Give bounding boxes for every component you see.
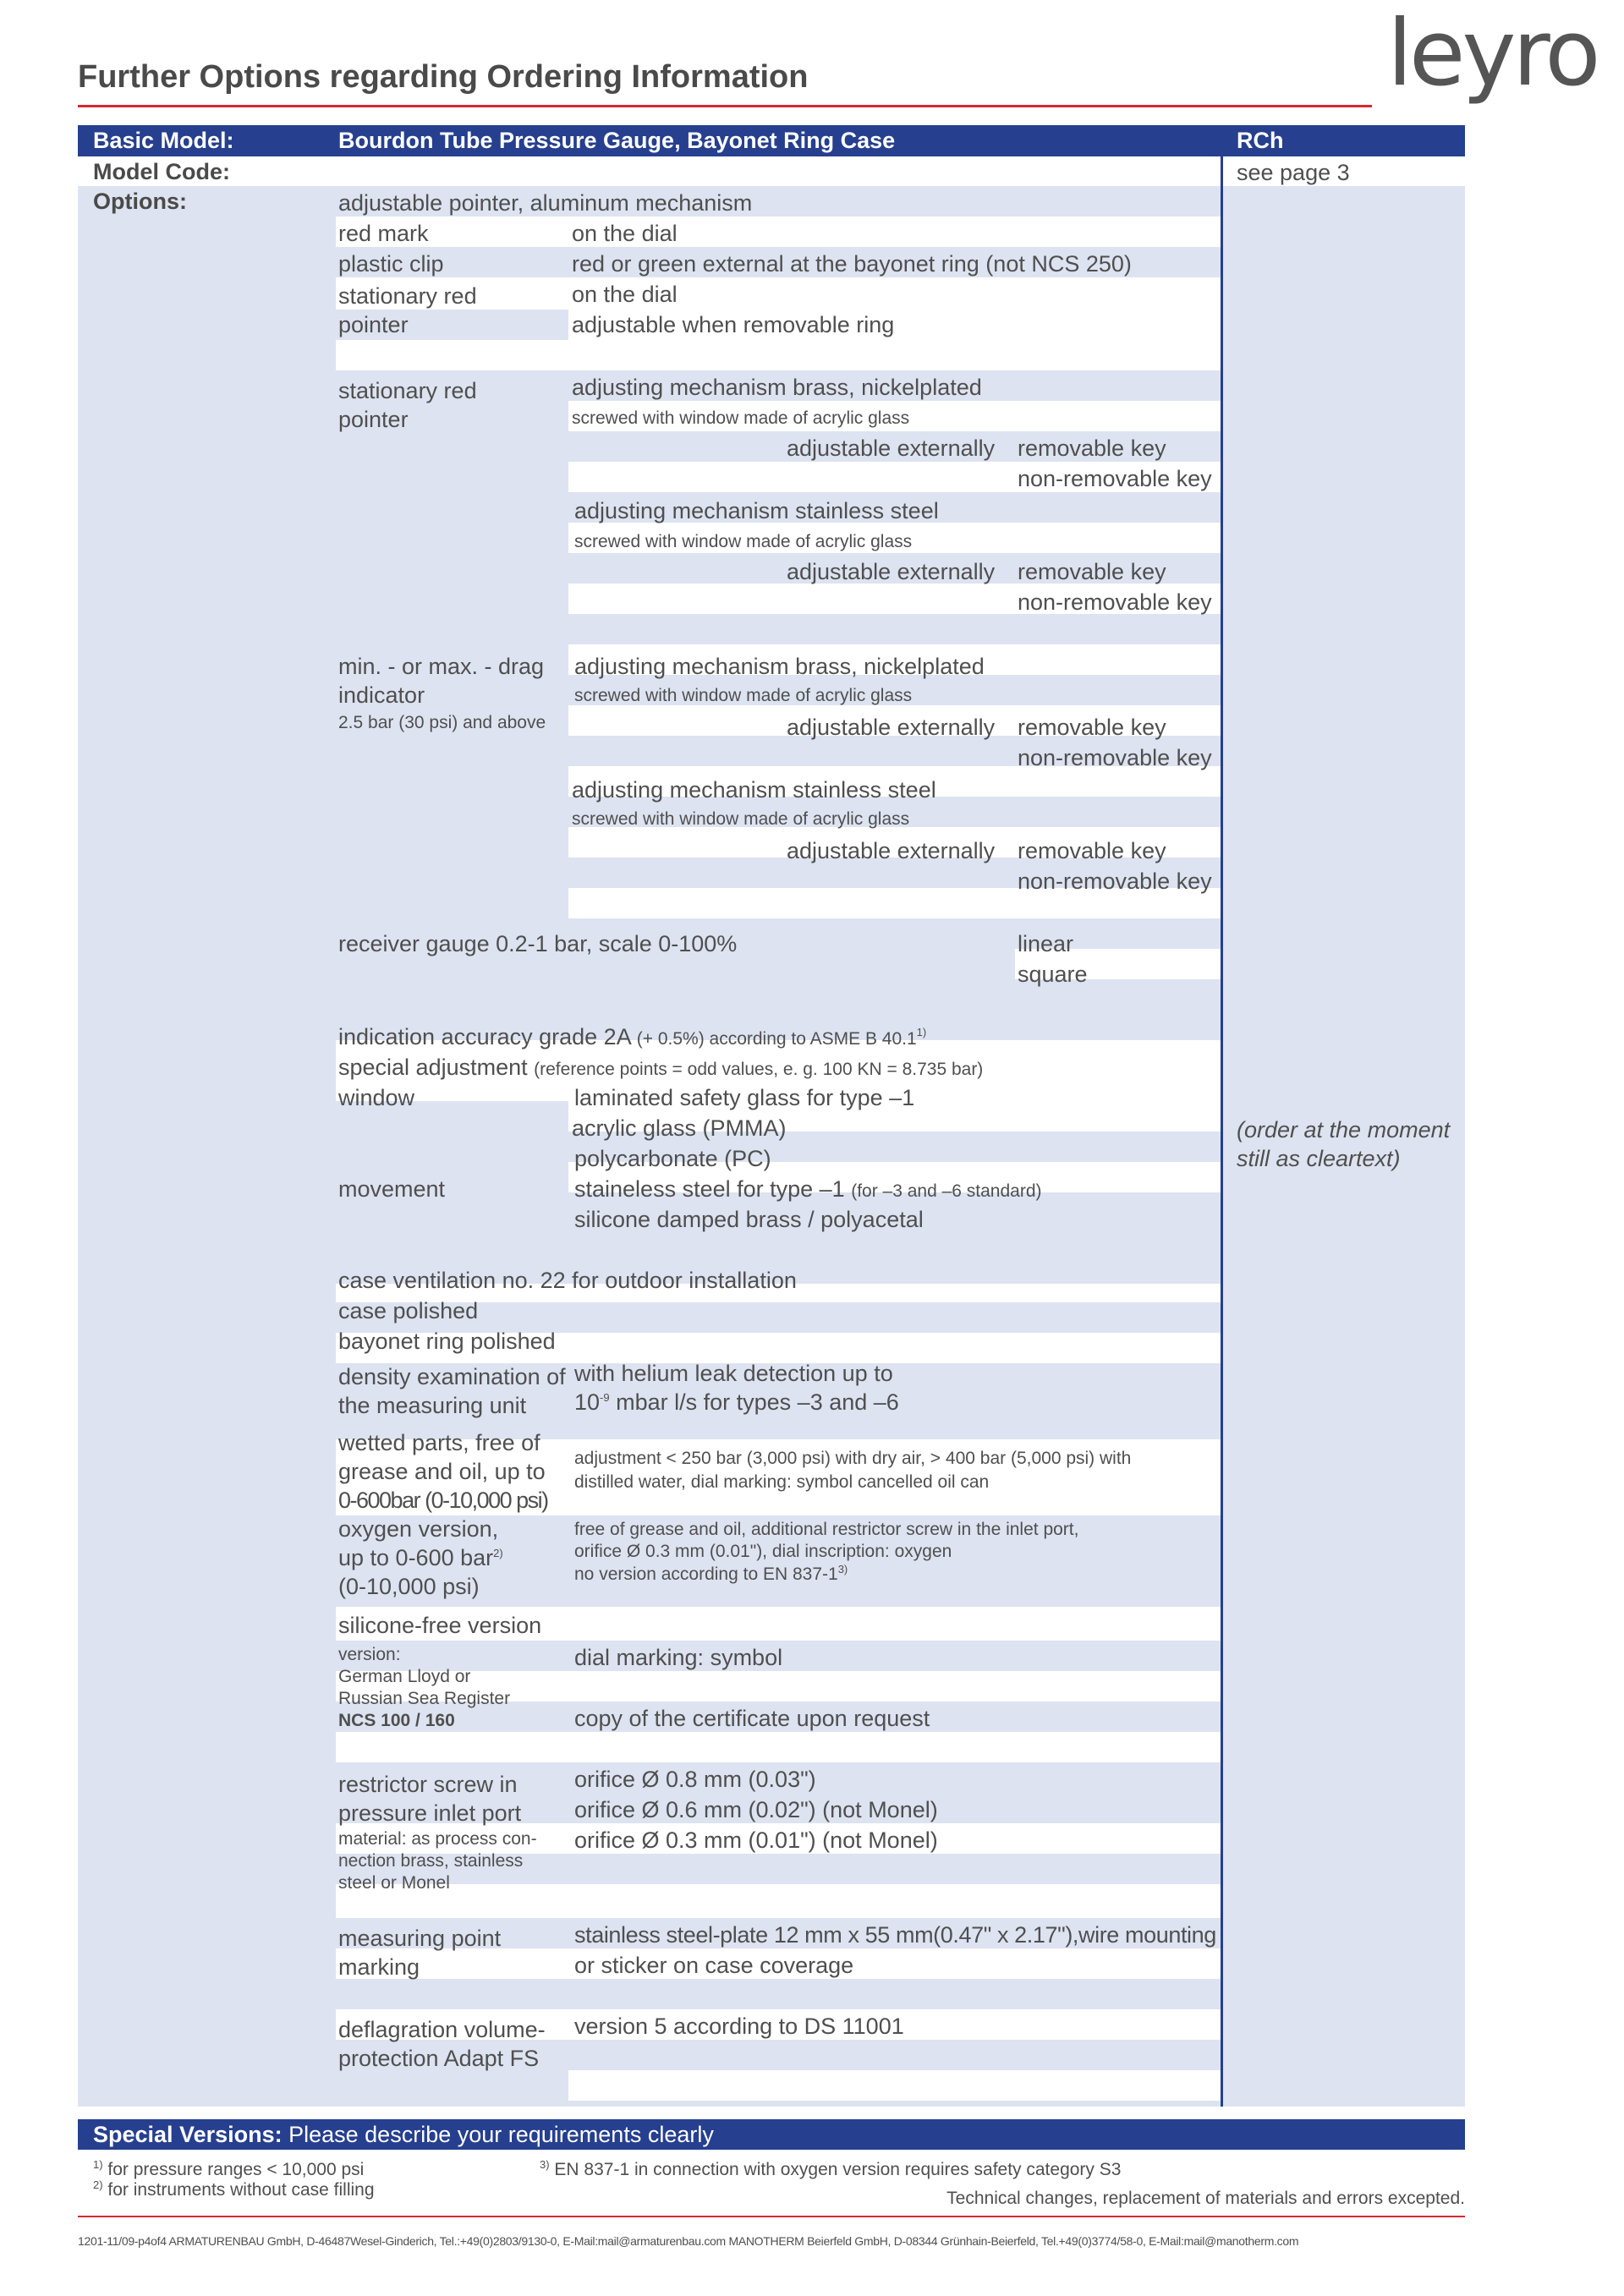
option-text: screwed with window made of acrylic glass: [574, 532, 913, 551]
option-text: adjustable when removable ring: [572, 312, 895, 337]
footnote-ref: 1): [916, 1026, 927, 1038]
row-bg: [568, 1732, 1221, 1762]
option-text: stationary red: [338, 283, 477, 309]
footnote-1: [93, 2158, 364, 2180]
option-text: version:: [338, 1645, 401, 1664]
option-text: steel or Monel: [338, 1873, 450, 1893]
option-text: restrictor screw in: [338, 1772, 518, 1797]
option-text: wetted parts, free of: [338, 1430, 540, 1455]
footnote-ref: 2): [493, 1547, 503, 1559]
note-line-1: (order at the moment: [1237, 1117, 1451, 1143]
option-text: [338, 1054, 983, 1081]
footer-address: 1201-11/09-p4of4 ARMATURENBAU GmbH, D-46487Wesel-Ginderich, Tel.:+49(0)2803/9130-0, E-Mail:mail@armaturenbau.com MANOTHERM Beierfeld GmbH, D-08344 Grünhain-Beierfeld, Tel.+49(0)3774/58-0, E-Mail:mail@manotherm.com: [78, 2234, 1299, 2248]
footnote-ref: 3): [837, 1563, 848, 1575]
option-text: receiver gauge 0.2-1 bar, scale 0-100%: [338, 931, 738, 956]
option-text: adjusting mechanism stainless steel: [574, 498, 939, 523]
option-text: laminated safety glass for type –1: [574, 1085, 915, 1110]
option-text: orifice Ø 0.8 mm (0.03"): [574, 1767, 816, 1792]
option-text: removable key: [1018, 559, 1166, 584]
option-text: removable key: [1018, 838, 1166, 863]
footnote-text: EN 837-1 in connection with oxygen version requires safety category S3: [554, 2160, 1122, 2179]
basic-model-bar: [78, 125, 1465, 156]
note-line-2: still as cleartext): [1237, 1146, 1401, 1171]
option-text: deflagration volume-: [338, 2017, 546, 2042]
footnote-marker: 1): [93, 2158, 103, 2171]
special-adj-main: special adjustment: [338, 1055, 528, 1080]
option-text: adjustment < 250 bar (3,000 psi) with dry air, > 400 bar (5,000 psi) with: [574, 1449, 1132, 1468]
model-code-rch: RCh: [1237, 128, 1284, 153]
page-title: Further Options regarding Ordering Information: [78, 59, 809, 95]
option-text: stationary red: [338, 378, 477, 403]
option-text: [574, 1389, 899, 1416]
stripe: [336, 1223, 573, 1253]
stripe: [336, 614, 1221, 644]
special-versions-desc: Please describe your requirements clearly: [282, 2122, 714, 2147]
option-text: square: [1018, 962, 1088, 987]
basic-model-label: Basic Model:: [93, 128, 234, 153]
row-bg: [568, 1671, 1221, 1701]
option-text: adjusting mechanism brass, nickelplated: [574, 654, 985, 679]
option-text: material: as process con-: [338, 1829, 537, 1849]
option-text: linear: [1018, 931, 1074, 956]
stripe: [336, 1132, 573, 1162]
helium-rest: mbar l/s for types –3 and –6: [609, 1389, 899, 1415]
option-text: non-removable key: [1018, 869, 1212, 894]
option-text: Russian Sea Register: [338, 1689, 511, 1708]
footnote-marker: 2): [93, 2178, 103, 2191]
option-text: with helium leak detection up to: [574, 1361, 893, 1386]
option-text: silicone-free version: [338, 1613, 542, 1638]
leyro-logo: leyro: [1387, 1, 1598, 107]
option-text: pointer: [338, 407, 409, 432]
option-text: (0-10,000 psi): [338, 1574, 480, 1599]
option-text: oxygen version,: [338, 1516, 499, 1542]
option-text: version 5 according to DS 11001: [574, 2014, 904, 2039]
option-text: non-removable key: [1018, 745, 1212, 770]
option-text: red or green external at the bayonet ring (not NCS 250): [572, 251, 1132, 277]
title-underline: [78, 105, 1372, 107]
option-text: pointer: [338, 312, 409, 337]
footnote-2: [93, 2178, 375, 2200]
special-adj-small: (reference points = odd values, e. g. 100 KN = 8.735 bar): [534, 1060, 984, 1079]
option-text: [574, 1175, 1042, 1203]
option-text: plastic clip: [338, 251, 444, 277]
option-text: free of grease and oil, additional restrictor screw in the inlet port,: [574, 1520, 1079, 1539]
option-text: 2.5 bar (30 psi) and above: [338, 713, 546, 732]
ss-type1-small: (for –3 and –6 standard): [851, 1181, 1042, 1201]
option-text: dial marking: symbol: [574, 1645, 783, 1670]
model-code-label: Model Code:: [93, 159, 230, 184]
special-versions-bar: [78, 2119, 1465, 2150]
row-bg: [568, 2070, 1221, 2101]
option-text: window: [338, 1085, 415, 1110]
oxygen-l2: up to 0-600 bar: [338, 1545, 494, 1570]
option-text: [338, 1023, 926, 1050]
ss-type1: staineless steel for type –1: [574, 1176, 845, 1202]
option-text: NCS 100 / 160: [338, 1711, 455, 1730]
footnote-3: [540, 2158, 1121, 2180]
option-text: [338, 1544, 503, 1571]
option-text: screwed with window made of acrylic glass: [572, 408, 910, 428]
option-text: German Lloyd or: [338, 1667, 471, 1686]
option-text: silicone damped brass / polyacetal: [574, 1207, 924, 1232]
accuracy-small: (+ 0.5%) according to ASME B 40.1: [636, 1029, 917, 1049]
special-versions-text: [93, 2122, 714, 2148]
footnote-text: for pressure ranges < 10,000 psi: [107, 2160, 365, 2179]
accuracy-main: indication accuracy grade 2A: [338, 1024, 631, 1049]
model-code-value: see page 3: [1237, 160, 1350, 185]
option-text: [574, 1563, 848, 1586]
option-text: non-removable key: [1018, 466, 1212, 491]
stripe: [336, 462, 573, 492]
footnote-marker: 3): [540, 2158, 550, 2171]
option-text: screwed with window made of acrylic glass: [574, 686, 913, 705]
stripe: [336, 1979, 1221, 2009]
option-text: bayonet ring polished: [338, 1329, 556, 1354]
footer-rule: [78, 2216, 1465, 2217]
row-bg: [336, 340, 1221, 370]
row-bg: [336, 216, 1221, 247]
option-text: case ventilation no. 22 for outdoor installation: [338, 1268, 797, 1293]
option-text: grease and oil, up to: [338, 1459, 546, 1484]
option-text: indicator: [338, 682, 425, 708]
option-text: pressure inlet port: [338, 1800, 522, 1826]
options-label-column: [78, 186, 336, 2107]
options-label: Options:: [93, 189, 187, 214]
option-text: 0-600bar (0-10,000 psi): [338, 1488, 548, 1513]
option-text: removable key: [1018, 715, 1166, 740]
oxygen-desc-l3: no version according to EN 837-1: [574, 1564, 838, 1584]
option-text: non-removable key: [1018, 589, 1212, 615]
column-divider: [1221, 125, 1223, 2107]
basic-model-value: Bourdon Tube Pressure Gauge, Bayonet Ring Case: [338, 128, 896, 153]
option-text: protection Adapt FS: [338, 2046, 540, 2071]
disclaimer: Technical changes, replacement of materials and errors excepted.: [946, 2189, 1465, 2208]
option-text: adjustable externally: [787, 559, 996, 584]
special-versions-label: Special Versions:: [93, 2122, 283, 2147]
option-text: adjustable pointer, aluminum mechanism: [338, 190, 753, 216]
option-text: acrylic glass (PMMA): [572, 1115, 787, 1141]
option-text: or sticker on case coverage: [574, 1953, 854, 1978]
option-text: polycarbonate (PC): [574, 1146, 771, 1171]
option-text: distilled water, dial marking: symbol cancelled oil can: [574, 1472, 990, 1492]
option-text: case polished: [338, 1298, 479, 1323]
option-text: orifice Ø 0.3 mm (0.01"), dial inscription: oxygen: [574, 1542, 952, 1561]
option-text: movement: [338, 1176, 446, 1202]
option-text: the measuring unit: [338, 1393, 527, 1418]
option-text: removable key: [1018, 436, 1166, 461]
option-text: copy of the certificate upon request: [574, 1706, 930, 1731]
option-text: red mark: [338, 221, 429, 246]
option-text: on the dial: [572, 221, 678, 246]
option-text: adjustable externally: [787, 436, 996, 461]
option-text: measuring point: [338, 1926, 502, 1951]
option-text: density examination of: [338, 1364, 566, 1389]
option-text: adjusting mechanism brass, nickelplated: [572, 375, 982, 400]
row-bg: [568, 1884, 1221, 1915]
option-text: adjusting mechanism stainless steel: [572, 777, 936, 803]
helium-base: 10: [574, 1389, 601, 1415]
option-text: orifice Ø 0.3 mm (0.01") (not Monel): [574, 1827, 938, 1853]
option-text: min. - or max. - drag: [338, 654, 545, 679]
stripe: [336, 979, 1221, 1010]
option-text: orifice Ø 0.6 mm (0.02") (not Monel): [574, 1797, 938, 1822]
option-text: adjustable externally: [787, 715, 996, 740]
option-text: marking: [338, 1954, 420, 1980]
option-text: stainless steel-plate 12 mm x 55 mm(0.47" x 2.17"),wire mounting: [574, 1922, 1216, 1948]
option-text: adjustable externally: [787, 838, 996, 863]
footnote-text: for instruments without case filling: [107, 2180, 375, 2200]
option-text: on the dial: [572, 282, 678, 307]
helium-exp: -9: [600, 1391, 610, 1404]
option-text: nection brass, stainless: [338, 1851, 524, 1871]
option-text: screwed with window made of acrylic glass: [572, 809, 910, 829]
